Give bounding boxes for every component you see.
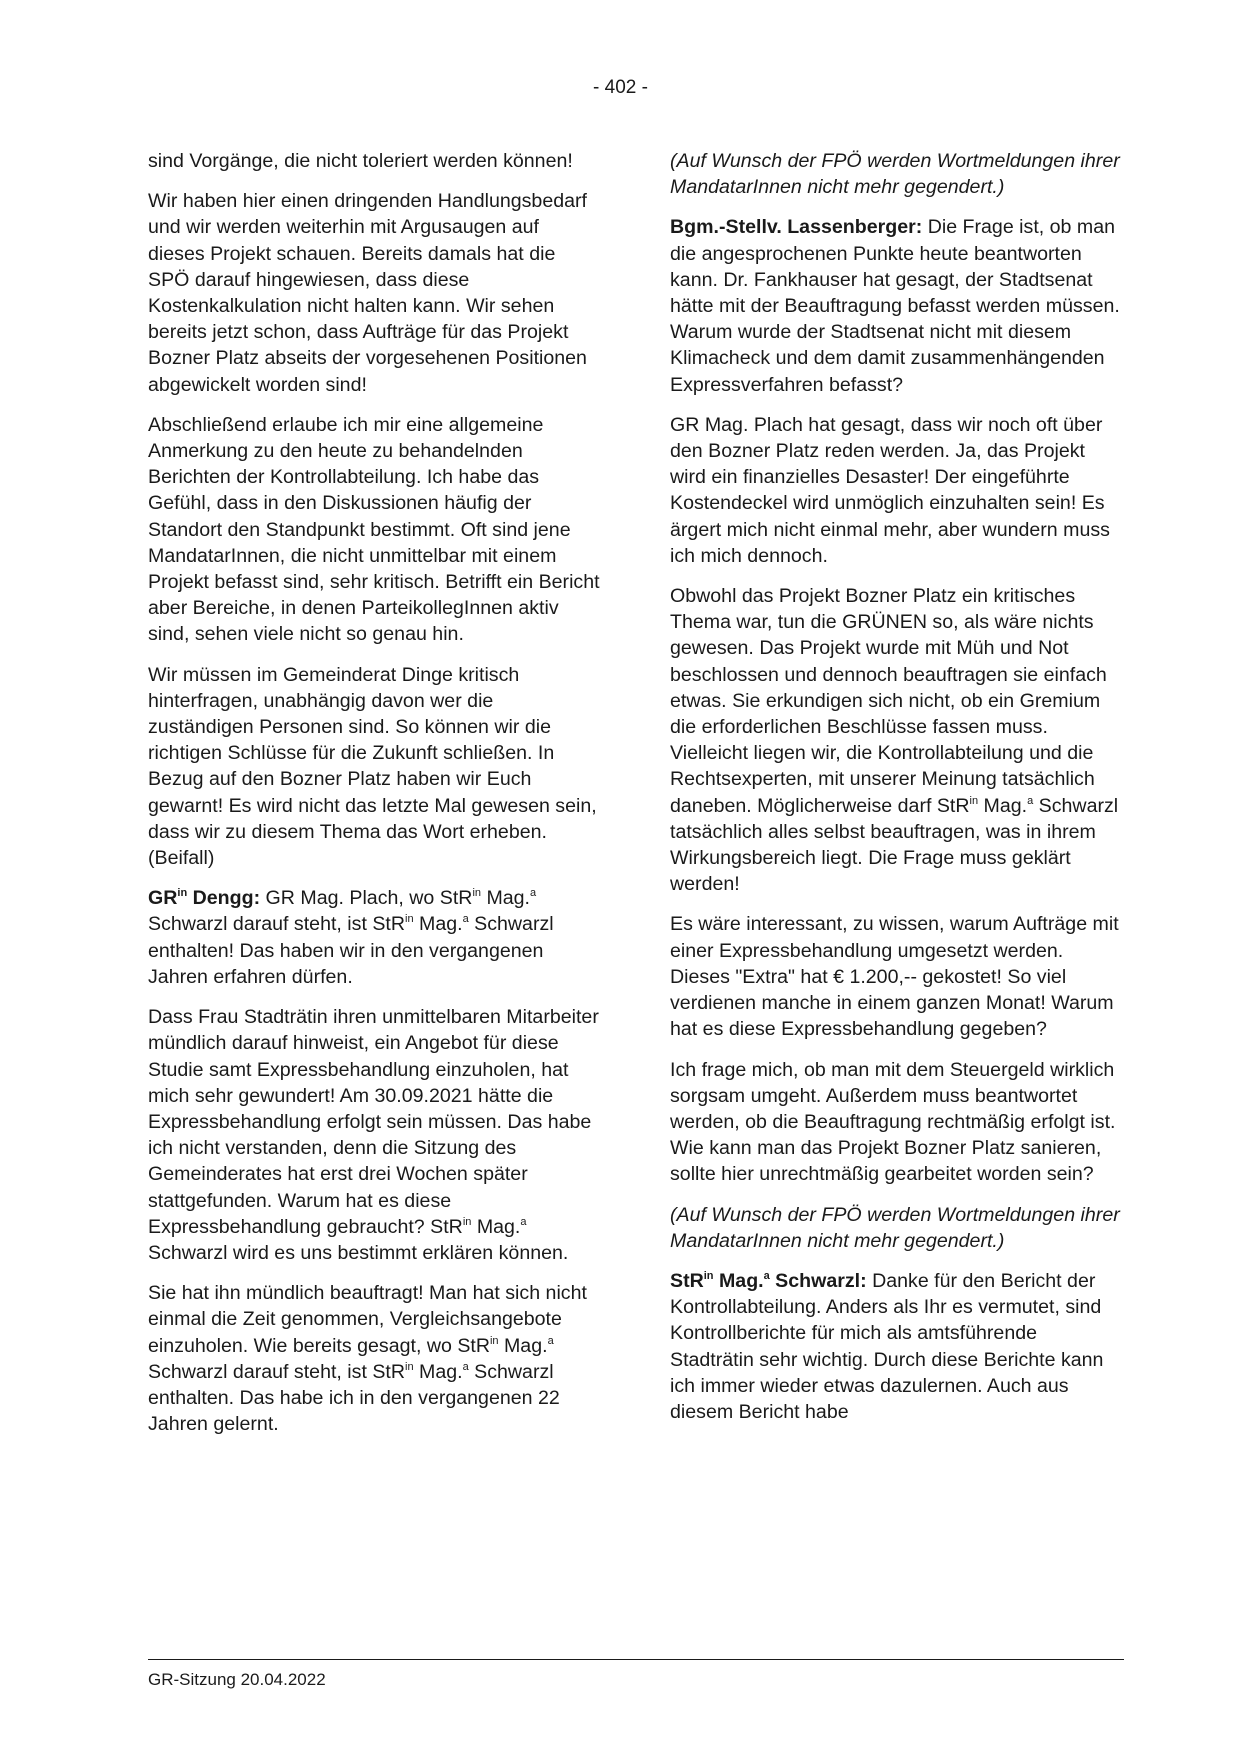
left-paragraph-5: $GR^{in}$ Dengg: GR Mag. Plach, wo StR$^{in}$ Mag.$^a$ Schwarzl darauf steht, ist StR$^{in}$ Mag.$^a$ Schwarzl enthalten! Das haben wir in den vergangenen Jahren erfahren dürfen. — [148, 887, 554, 988]
right-column — [670, 148, 1124, 1439]
right-paragraph-2: Bgm.-Stellv. Lassenberger: Die Frage ist, ob man die angesprochenen Punkte heute beantworten kann. Dr. Fankhauser hat gesagt, der Stadtsenat hätte mit der Beauftragung befasst werden müssen. Warum wurde der Stadtsenat nicht mit diesem Klimacheck und dem damit zusammenhängenden Expressverfahren befasst? — [670, 216, 1120, 396]
left-paragraph-2: Wir haben hier einen dringenden Handlungsbedarf und wir werden weiterhin mit Argusaugen auf dieses Projekt schauen. Bereits damals hat die SPÖ darauf hingewiesen, dass diese Kostenkalkulation nicht halten kann. Wir sehen bereits jetzt schon, dass Aufträge für das Projekt Bozner Platz abseits der vorgesehenen Positionen abgewickelt worden sind! — [148, 190, 587, 396]
right-paragraph-3: GR Mag. Plach hat gesagt, dass wir noch oft über den Bozner Platz reden werden. Ja, das Projekt wird ein finanzielles Desaster! Der eingeführte Kostendeckel wird unmöglich einzuhalten sein! Es ärgert mich nicht einmal mehr, aber wundern muss ich mich dennoch. — [670, 413, 1110, 567]
left-paragraph-3: Abschließend erlaube ich mir eine allgemeine Anmerkung zu den heute zu behandelnden Berichten der Kontrollabteilung. Ich habe das Gefühl, dass in den Diskussionen häufig der Standort den Standpunkt bestimmt. Oft sind jene MandatarInnen, die nicht unmittelbar mit einem Projekt befasst sind, sehr kritisch. Betrifft ein Bericht aber Bereiche, in denen ParteikollegInnen aktiv sind, sehen viele nicht so genau hin. — [148, 413, 600, 646]
speaker-lassenberger: Bgm.-Stellv. Lassenberger: — [670, 216, 923, 239]
right-paragraph-8: StR$^{in}$ Mag.$^a$ Schwarzl: Danke für den Bericht der Kontrollabteilung. Anders als Ihr es vermutet, sind Kontrollberichte für mich als amtsführende Stadträtin sehr wichtig. Durch diese Berichte kann ich immer wieder etwas dazulernen. Auch aus diesem Bericht habe — [670, 1269, 1104, 1423]
speaker-schwarzl: StR$^{in}$ Mag.$^a$ Schwarzl: — [670, 1269, 867, 1292]
right-paragraph-1-note: (Auf Wunsch der FPÖ werden Wortmeldungen ihrer MandatarInnen nicht mehr gegendert.) — [670, 150, 1120, 199]
left-paragraph-1: sind Vorgänge, die nicht toleriert werden können! — [148, 150, 573, 172]
right-paragraph-7-note: (Auf Wunsch der FPÖ werden Wortmeldungen ihrer MandatarInnen nicht mehr gegendert.) — [670, 1203, 1120, 1252]
right-paragraph-6: Ich frage mich, ob man mit dem Steuergeld wirklich sorgsam umgeht. Außerdem muss beantwortet werden, ob die Beauftragung rechtmäßig erfolgt ist. Wie kann man das Projekt Bozner Platz sanieren, sollte hier unrechtmäßig gearbeitet worden sein? — [670, 1058, 1116, 1186]
left-paragraph-7: Sie hat ihn mündlich beauftragt! Man hat sich nicht einmal die Zeit genommen, Vergleichsangebote einzuholen. Wie bereits gesagt, wo StR$^{in}$ Mag.$^a$ Schwarzl darauf steht, ist StR$^{in}$ Mag.$^a$ Schwarzl enthalten. Das habe ich in den vergangenen 22 Jahren gelernt. — [148, 1282, 587, 1436]
footer-divider — [148, 1659, 1124, 1660]
page-number: - 402 - — [593, 77, 648, 98]
footer-session-date: GR-Sitzung 20.04.2022 — [148, 1670, 326, 1689]
right-paragraph-5: Es wäre interessant, zu wissen, warum Aufträge mit einer Expressbehandlung umgesetzt werden. Dieses "Extra" hat € 1.200,-- gekostet! So viel verdienen manche in einem ganzen Monat! Warum hat es diese Expressbehandlung gegeben? — [670, 913, 1119, 1041]
speaker-dengg: $GR^{in}$ Dengg: — [148, 887, 261, 910]
left-column — [148, 148, 600, 1451]
right-paragraph-4: Obwohl das Projekt Bozner Platz ein kritisches Thema war, tun die GRÜNEN so, als wäre nichts gewesen. Das Projekt wurde mit Müh und Not beschlossen und dennoch beauftragen sie einfach etwas. Sie erkundigen sich nicht, ob ein Gremium die erforderlichen Beschlüsse fassen muss. Vielleicht liegen wir, die Kontrollabteilung und die Rechtsexperten, mit unserer Meinung tatsächlich daneben. Möglicherweise darf StR$^{in}$ Mag.$^a$ Schwarzl tatsächlich alles selbst beauftragen, was in ihrem Wirkungsbereich liegt. Die Frage muss geklärt werden! — [670, 585, 1119, 896]
left-paragraph-6: Dass Frau Stadträtin ihren unmittelbaren Mitarbeiter mündlich darauf hinweist, ein Angebot für diese Studie samt Expressbehandlung einzuholen, hat mich sehr gewundert! Am 30.09.2021 hätte die Expressbehandlung erfolgt sein müssen. Das habe ich nicht verstanden, denn die Sitzung des Gemeinderates hat erst drei Wochen später stattgefunden. Warum hat es diese Expressbehandlung gebraucht? StR$^{in}$ Mag.$^a$ Schwarzl wird es uns bestimmt erklären können. — [148, 1006, 599, 1264]
left-paragraph-4: Wir müssen im Gemeinderat Dinge kritisch hinterfragen, unabhängig davon wer die zuständigen Personen sind. So können wir die richtigen Schlüsse für die Zukunft schließen. In Bezug auf den Bozner Platz haben wir Euch gewarnt! Es wird nicht das letzte Mal gewesen sein, dass wir zu diesem Thema das Wort erheben. (Beifall) — [148, 663, 597, 870]
